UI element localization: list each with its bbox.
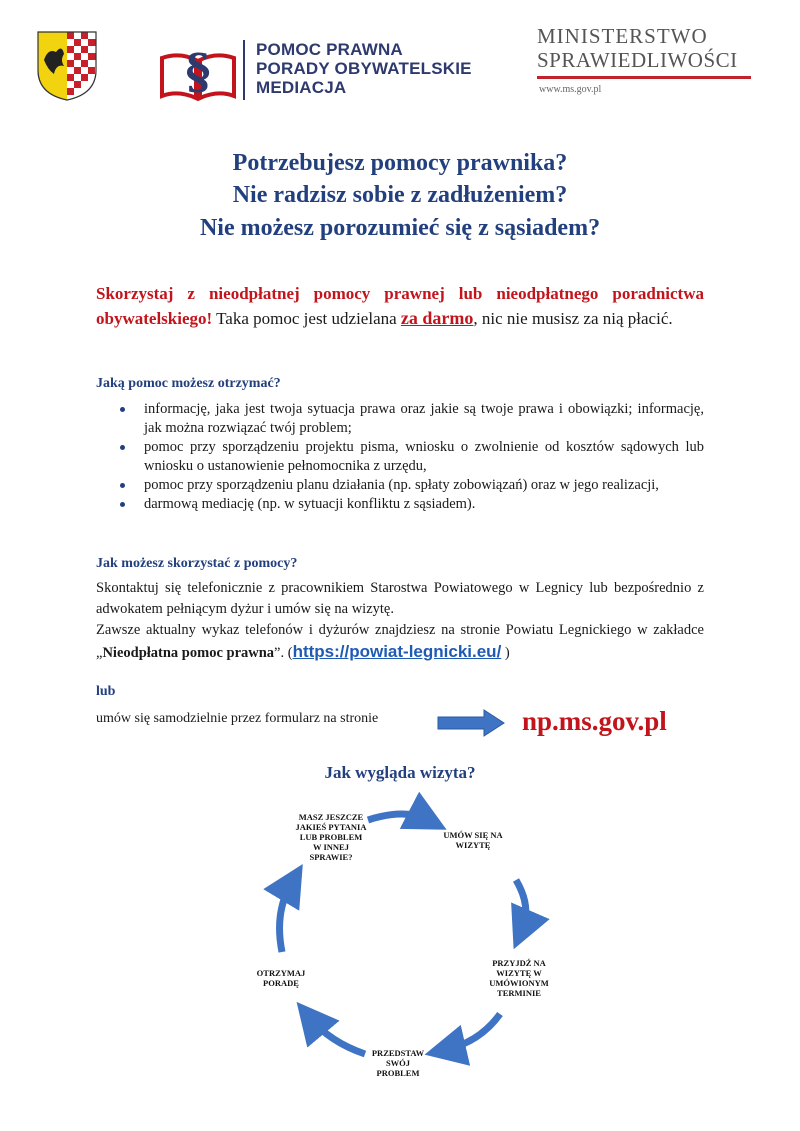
- cycle-arrow: [310, 1018, 365, 1054]
- logo-text-line: PORADY OBYWATELSKIE: [256, 59, 472, 78]
- coat-of-arms-logo: [36, 30, 98, 102]
- bullet-icon: [120, 502, 125, 507]
- ministry-name-line2: SPRAWIEDLIWOŚCI: [537, 48, 738, 72]
- bullet-icon: [120, 407, 125, 412]
- svg-text:§: §: [185, 44, 211, 100]
- section-title-what-help: Jaką pomoc możesz otrzymać?: [96, 376, 281, 391]
- bullet-icon: [120, 445, 125, 450]
- logo-text-line: POMOC PRAWNA: [256, 40, 403, 59]
- tab-name: Nieodpłatna pomoc prawna: [102, 645, 275, 661]
- intro-text: Taka pomoc jest udzielana: [212, 309, 401, 328]
- form-instruction: umów się samodzielnie przez formularz na stronie: [96, 711, 379, 726]
- ministry-name-line1: MINISTERSTWO: [537, 24, 708, 48]
- help-list: [112, 400, 704, 514]
- logo-text-line: MEDIACJA: [256, 78, 347, 97]
- free-emphasis: za darmo: [400, 308, 474, 328]
- list-item: pomoc przy sporządzeniu planu działania (np. spłaty zobowiązań) oraz w jego realizacji,: [112, 476, 704, 495]
- cycle-step-more-questions: MASZ JESZCZE JAKIEŚ PYTANIA LUB PROBLEM W INNEJ SPRAWIE?: [295, 812, 367, 862]
- ministry-url: www.ms.gov.pl: [539, 84, 602, 95]
- np-ms-site-link[interactable]: np.ms.gov.pl: [522, 706, 667, 736]
- pomoc-prawna-logo-icon: [158, 36, 238, 106]
- right-arrow-icon: [436, 708, 506, 738]
- visit-cycle-diagram: [200, 792, 600, 1092]
- logo-divider: [243, 40, 245, 100]
- list-item: informację, jaka jest twoja sytuacja prawa oraz jakie są twoje prawa i obowiązki; informację, jak można rozwiązać twój problem;: [112, 400, 704, 438]
- list-item: pomoc przy sporządzeniu projektu pisma, wniosku o zwolnienie od kosztów sądowych lub wniosku o ustanowienie pełnomocnika z urzędu,: [112, 438, 704, 476]
- intro-paragraph: [96, 282, 704, 331]
- how-to-text: [96, 578, 704, 664]
- visit-section-title: Jak wygląda wizyta?: [324, 763, 476, 782]
- cycle-step-present-problem: PRZEDSTAW SWÓJ PROBLEM: [371, 1048, 425, 1078]
- headline-question: Nie możesz porozumieć się z sąsiadem?: [199, 215, 601, 241]
- cycle-arrow: [516, 880, 526, 930]
- how-to-paragraph: Zawsze aktualny wykaz telefonów i dyżurów znajdziesz na stronie Powiatu Legnickiego w zakładce „Nieodpłatna pomoc prawna”. (https://powiat-legnicki.eu/ ): [96, 622, 704, 661]
- ministry-accent-bar: [537, 76, 751, 79]
- or-label: lub: [96, 684, 116, 699]
- section-title-how-to: Jak możesz skorzystać z pomocy?: [96, 556, 298, 571]
- cycle-arrow: [368, 814, 428, 820]
- cycle-step-attend-visit: PRZYJDŹ NA WIZYTĘ W UMÓWIONYM TERMINIE: [489, 958, 549, 998]
- intro-text-end: , nic nie musisz za nią płacić.: [473, 309, 673, 328]
- bullet-icon: [120, 483, 125, 488]
- headline-question: Nie radzisz sobie z zadłużeniem?: [232, 182, 568, 208]
- ministry-logo: [537, 24, 757, 114]
- intro-highlight: Skorzystaj z nieodpłatnej pomocy prawnej lub nieodpłatnego poradnictwa obywatelskiego!: [96, 284, 704, 328]
- cycle-step-book-visit: UMÓW SIĘ NA WIZYTĘ: [443, 830, 503, 850]
- cycle-arrow: [280, 882, 292, 952]
- how-to-paragraph: Skontaktuj się telefonicznie z pracownikiem Starostwa Powiatowego w Legnicy lub bezpośrednio z adwokatem pełniącym dyżur i umów się na wizytę.: [96, 580, 704, 617]
- cycle-arrows: [200, 792, 600, 1092]
- powiat-website-link[interactable]: https://powiat-legnicki.eu/: [292, 642, 502, 661]
- list-item: darmową mediację (np. w sytuacji konfliktu z sąsiadem).: [112, 495, 704, 514]
- cycle-arrow: [445, 1014, 500, 1050]
- cycle-step-get-advice: OTRZYMAJ PORADĘ: [256, 968, 306, 988]
- headline-question: Potrzebujesz pomocy prawnika?: [232, 150, 568, 176]
